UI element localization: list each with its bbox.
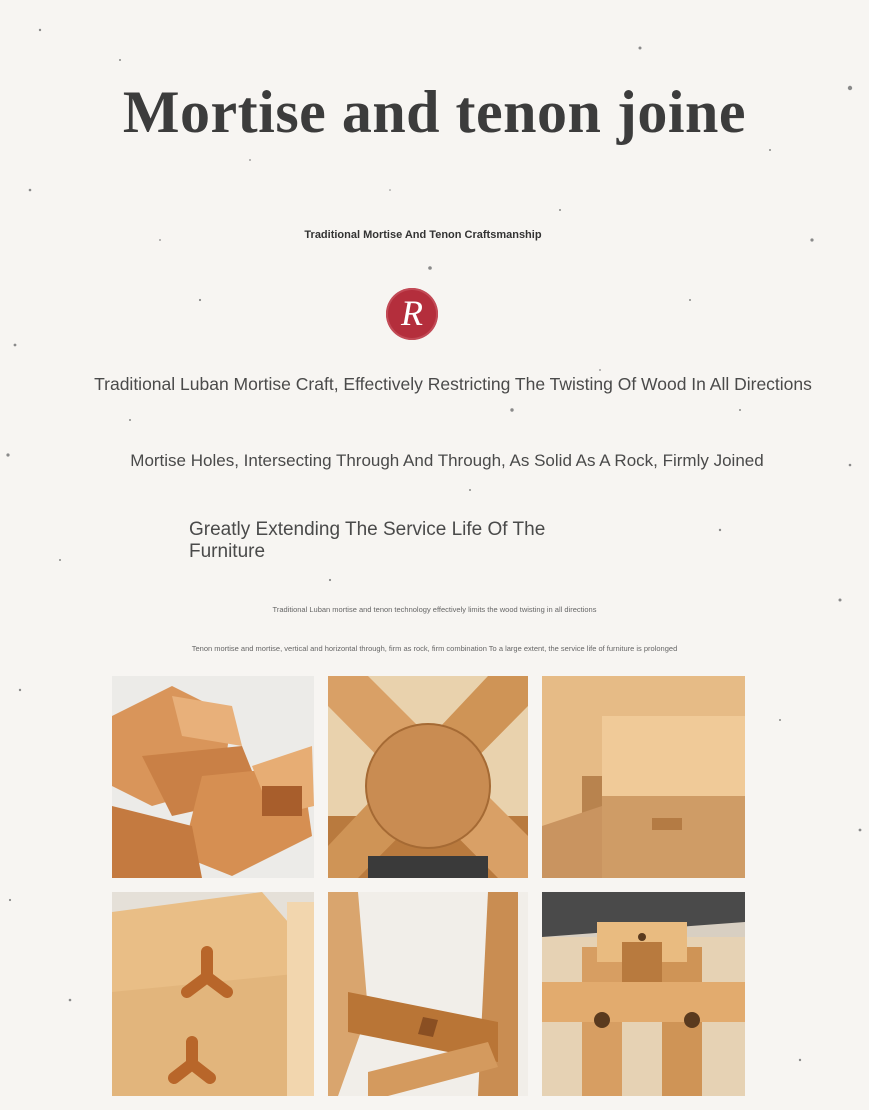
feature-line-3: Greatly Extending The Service Life Of The Furniture [189, 519, 546, 562]
caption-small-2: Tenon mortise and mortise, vertical and horizontal through, firm as rock, firm combination To a large extent, the service life of furniture is prolonged [191, 644, 678, 653]
angled-leg-joint-photo [328, 892, 528, 1096]
cross-joint-round-post-photo [328, 676, 528, 878]
caption-small-1: Traditional Luban mortise and tenon technology effectively limits the wood twisting in all directions [272, 605, 597, 614]
corner-frame-joint-photo [542, 676, 745, 878]
brand-logo [386, 288, 438, 340]
y-shaped-joint-photo [112, 892, 314, 1096]
page-title: Mortise and tenon joine [122, 79, 747, 145]
subtitle: Traditional Mortise And Tenon Craftsmanship [304, 229, 542, 241]
cube-frame-joint-photo [542, 892, 745, 1096]
interlocking-wood-blocks-photo [112, 676, 314, 878]
logo-letter: R [401, 293, 423, 333]
feature-line-2: Mortise Holes, Intersecting Through And Through, As Solid As A Rock, Firmly Joined [130, 451, 764, 470]
feature-line-1: Traditional Luban Mortise Craft, Effectively Restricting The Twisting Of Wood In All Directions [94, 374, 812, 394]
